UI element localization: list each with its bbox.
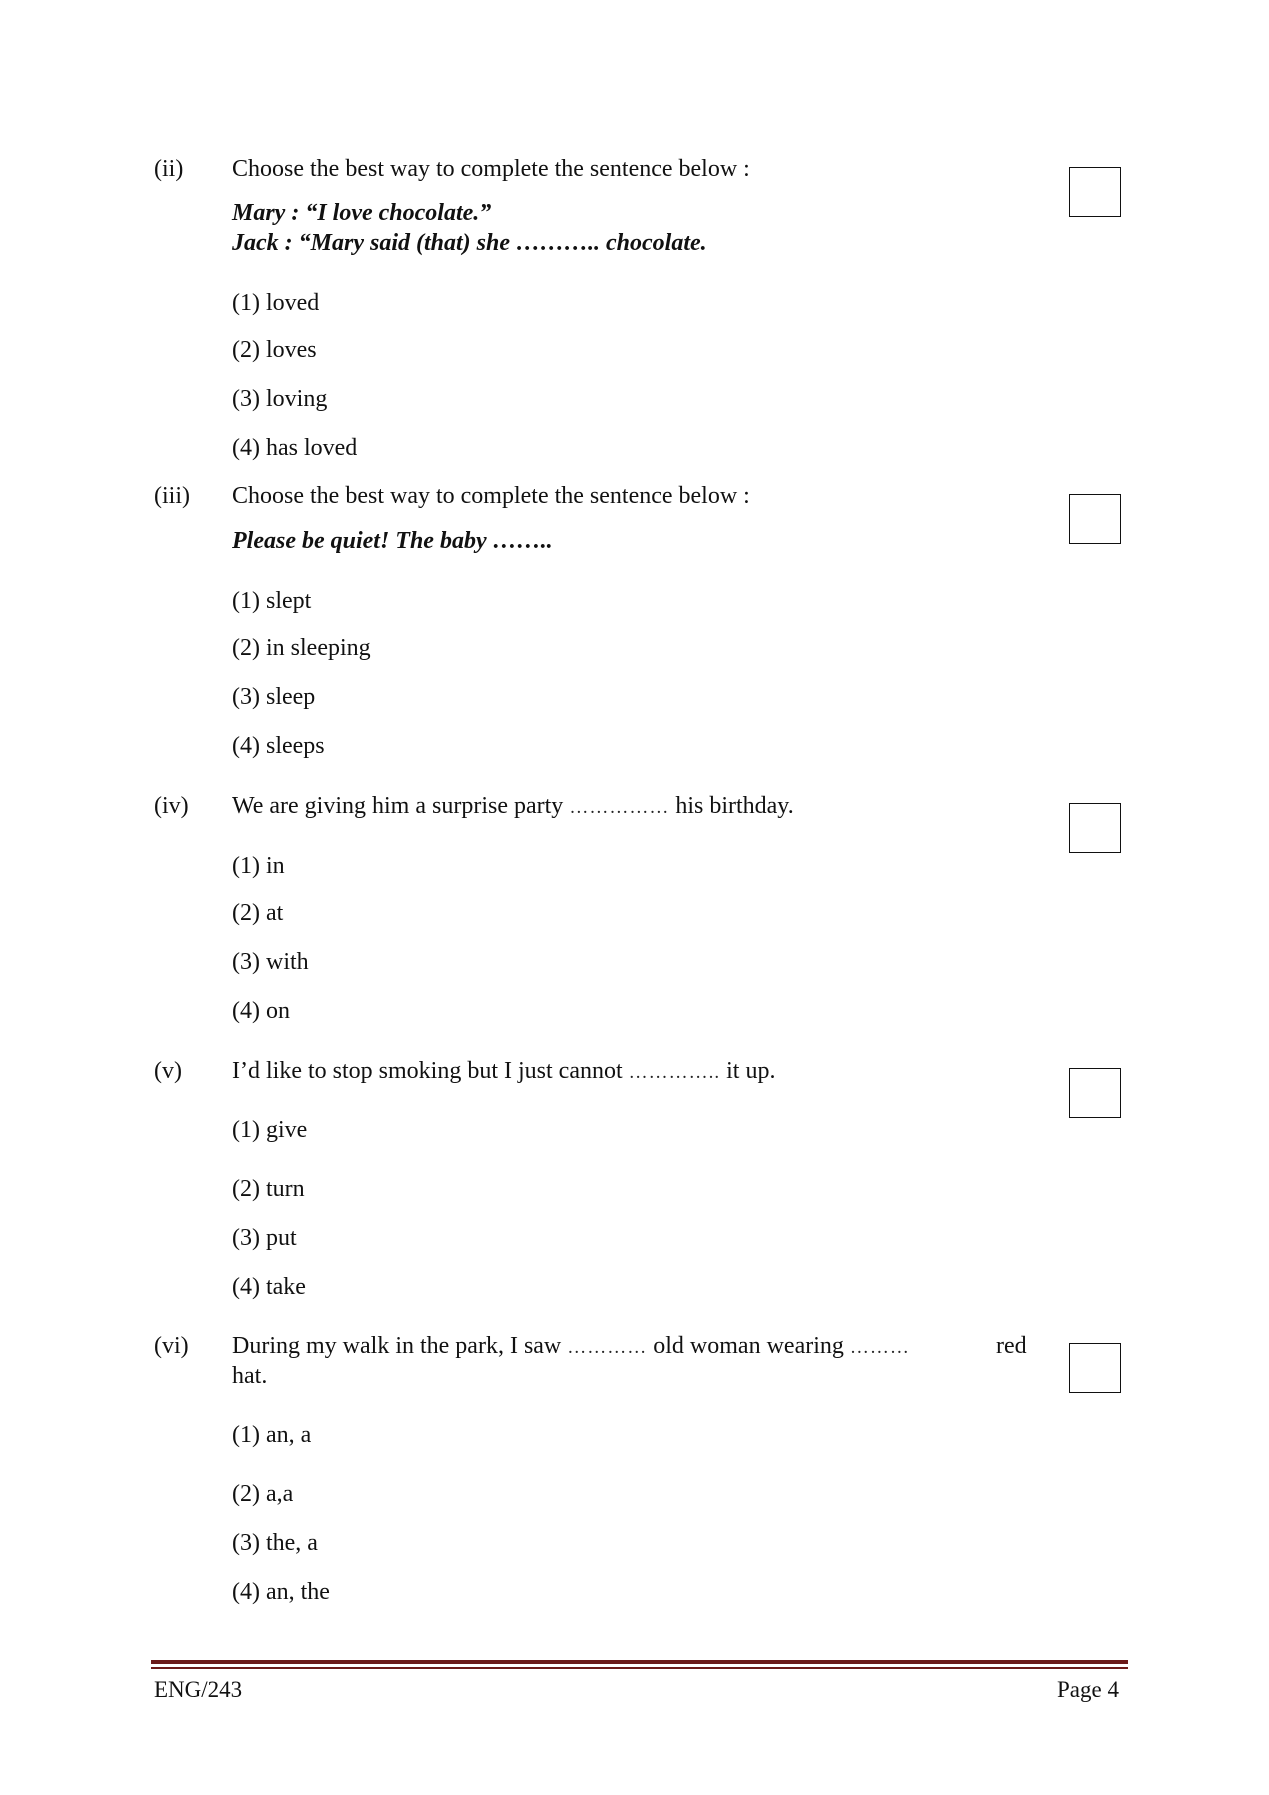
question-stem-v-part1: I’d like to stop smoking but I just cannot	[232, 1058, 623, 1084]
question-sentence-iii: Please be quiet! The baby ……..	[232, 528, 553, 554]
question-stem-iv	[232, 793, 794, 820]
question-number-iii: (iii)	[154, 483, 190, 509]
question-sentence-ii-line2: Jack : “Mary said (that) she ……….. chocolate.	[232, 230, 707, 256]
answer-box-vi[interactable]	[1069, 1343, 1121, 1393]
question-stem-vi-part4: hat.	[232, 1363, 268, 1389]
option-vi-1: (1) an, a	[232, 1422, 312, 1448]
question-stem-vi-line1	[232, 1333, 1032, 1360]
option-v-4: (4) take	[232, 1274, 306, 1300]
blank-vi-2: ………	[849, 1337, 910, 1358]
footer-page-number: Page 4	[1057, 1677, 1119, 1702]
option-iii-2: (2) in sleeping	[232, 635, 371, 661]
question-stem-vi-part1: During my walk in the park, I saw	[232, 1333, 562, 1359]
blank-vi-1: …………	[567, 1337, 648, 1358]
option-ii-4: (4) has loved	[232, 435, 358, 461]
option-iv-3: (3) with	[232, 949, 309, 975]
option-ii-2: (2) loves	[232, 337, 317, 363]
question-stem-iv-part2: his birthday.	[675, 793, 794, 819]
question-stem-v-part2: it up.	[726, 1058, 776, 1084]
footer-document-code: ENG/243	[154, 1677, 243, 1702]
question-stem-iv-part1: We are giving him a surprise party	[232, 793, 564, 819]
footer-rule-thick	[151, 1660, 1128, 1664]
answer-box-v[interactable]	[1069, 1068, 1121, 1118]
blank-v: …………..	[628, 1062, 721, 1083]
question-number-ii: (ii)	[154, 156, 184, 182]
option-iii-1: (1) slept	[232, 588, 312, 614]
option-iv-1: (1) in	[232, 853, 285, 879]
question-number-vi: (vi)	[154, 1333, 189, 1359]
answer-box-iv[interactable]	[1069, 803, 1121, 853]
option-v-1: (1) give	[232, 1117, 308, 1143]
question-number-v: (v)	[154, 1058, 182, 1084]
option-v-3: (3) put	[232, 1225, 297, 1251]
option-iii-3: (3) sleep	[232, 684, 316, 710]
option-ii-1: (1) loved	[232, 290, 320, 316]
answer-box-iii[interactable]	[1069, 494, 1121, 544]
question-stem-vi-part2: old woman wearing	[653, 1333, 844, 1359]
option-iv-4: (4) on	[232, 998, 290, 1024]
option-vi-2: (2) a,a	[232, 1481, 294, 1507]
option-iii-4: (4) sleeps	[232, 733, 325, 759]
question-number-iv: (iv)	[154, 793, 189, 819]
question-stem-vi-part3: red	[996, 1333, 1027, 1359]
question-stem-ii: Choose the best way to complete the sentence below :	[232, 156, 750, 182]
option-vi-3: (3) the, a	[232, 1530, 318, 1556]
question-stem-iii: Choose the best way to complete the sentence below :	[232, 483, 750, 509]
option-ii-3: (3) loving	[232, 386, 328, 412]
option-v-2: (2) turn	[232, 1176, 305, 1202]
answer-box-ii[interactable]	[1069, 167, 1121, 217]
question-sentence-ii-line1: Mary : “I love chocolate.”	[232, 200, 492, 226]
option-iv-2: (2) at	[232, 900, 284, 926]
blank-iv: ……………	[569, 797, 670, 818]
question-stem-v	[232, 1058, 775, 1085]
footer-rule-thin	[151, 1667, 1128, 1669]
option-vi-4: (4) an, the	[232, 1579, 330, 1605]
